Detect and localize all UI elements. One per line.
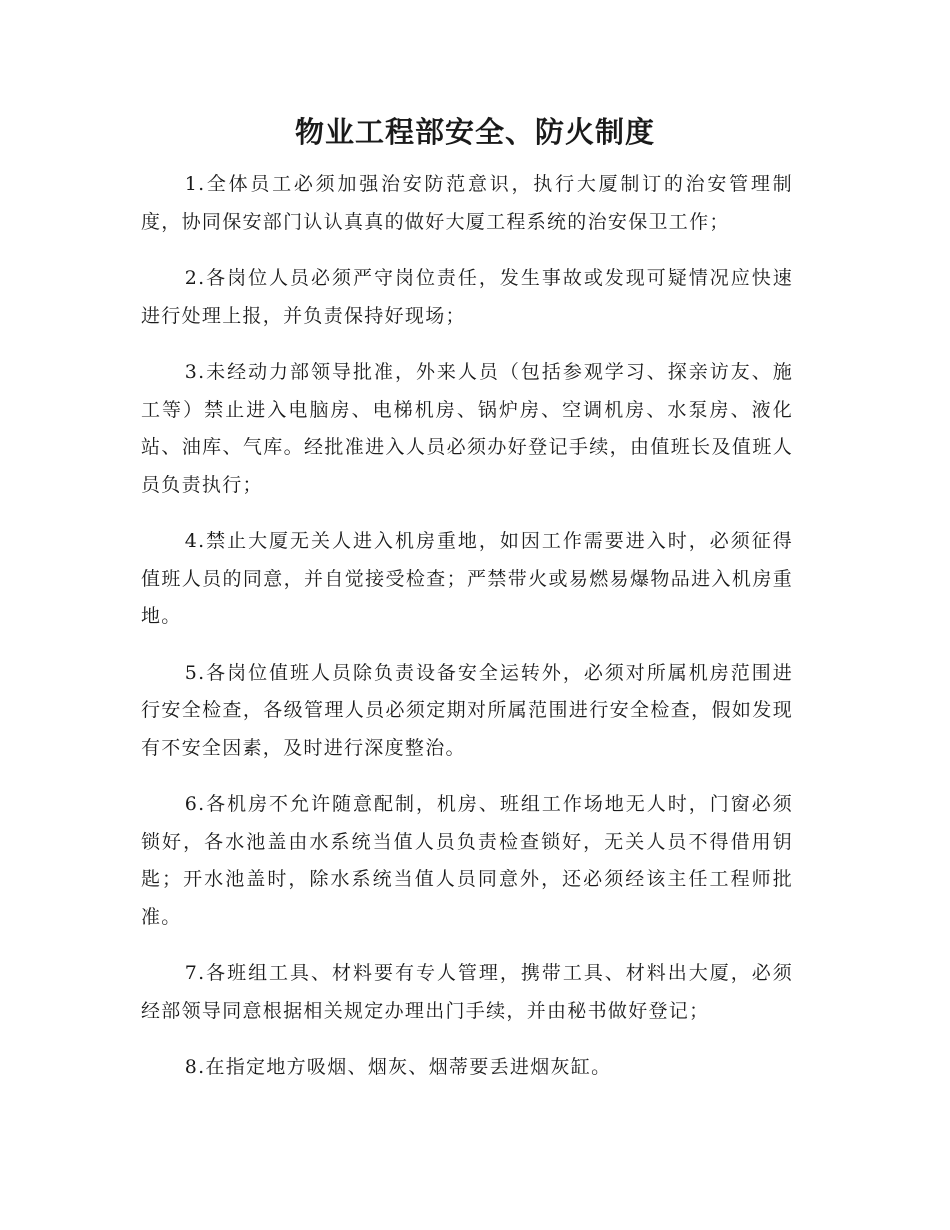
paragraph-2: 2.各岗位人员必须严守岗位责任，发生事故或发现可疑情况应快速进行处理上报，并负责保持好现场；: [141, 267, 793, 327]
document-body: [141, 166, 793, 1106]
paragraph-1: 1.全体员工必须加强治安防范意识，执行大厦制订的治安管理制度，协同保安部门认认真真的做好大厦工程系统的治安保卫工作；: [141, 173, 793, 233]
paragraph-4: 4.禁止大厦无关人进入机房重地，如因工作需要进入时，必须征得值班人员的同意，并自觉接受检查；严禁带火或易燃易爆物品进入机房重地。: [141, 530, 793, 627]
paragraph-8: 8.在指定地方吸烟、烟灰、烟蒂要丢进烟灰缸。: [184, 1056, 612, 1078]
document-title: 物业工程部安全、防火制度: [294, 115, 655, 149]
paragraph-5: 5.各岗位值班人员除负责设备安全运转外，必须对所属机房范围进行安全检查，各级管理人员必须定期对所属范围进行安全检查，假如发现有不安全因素，及时进行深度整治。: [141, 661, 793, 759]
paragraph-7: 7.各班组工具、材料要有专人管理，携带工具、材料出大厦，必须经部领导同意根据相关规定办理出门手续，并由秘书做好登记；: [141, 962, 793, 1022]
paragraph-3: 3.未经动力部领导批准，外来人员（包括参观学习、探亲访友、施工等）禁止进入电脑房、电梯机房、锅炉房、空调机房、水泵房、液化站、油库、气库。经批准进入人员必须办好登记手续，由值班长及值班人员负责执行；: [141, 361, 793, 496]
paragraph-6: 6.各机房不允许随意配制，机房、班组工作场地无人时，门窗必须锁好，各水池盖由水系统当值人员负责检查锁好，无关人员不得借用钥匙；开水池盖时，除水系统当值人员同意外，还必须经该主任工程师批准。: [141, 793, 793, 928]
